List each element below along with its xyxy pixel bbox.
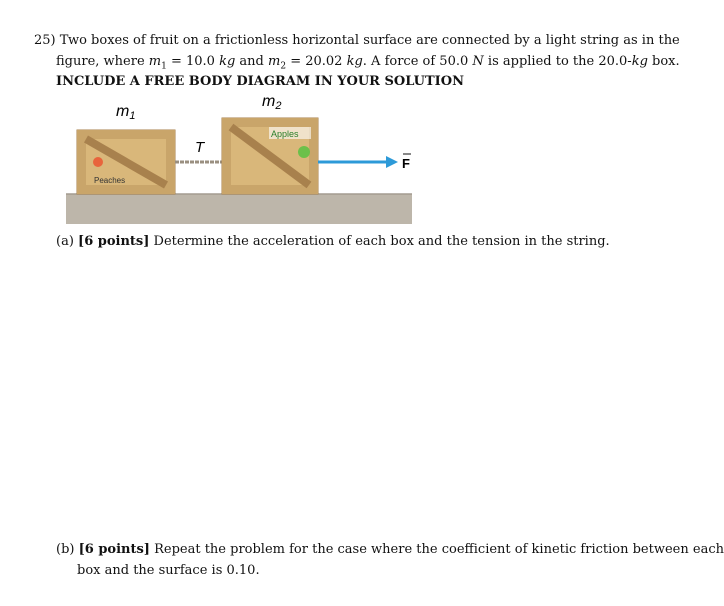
force-label: F: [402, 156, 410, 171]
instruction: INCLUDE A FREE BODY DIAGRAM IN YOUR SOLUTION: [56, 74, 464, 89]
part-b-line-2: box and the surface is 0.10.: [77, 563, 260, 578]
part-b-points: [6 points]: [78, 542, 150, 557]
peach-icon: [93, 157, 103, 167]
figure-svg: [64, 94, 414, 224]
part-b-line-1: (b) [6 points] Repeat the problem for the case where the coefficient of kinetic friction between each: [56, 542, 724, 557]
apples-label: Apples: [271, 129, 299, 139]
ground-surface: [66, 194, 412, 224]
peaches-label: Peaches: [94, 176, 126, 185]
problem-line-1: 25) Two boxes of fruit on a frictionless horizontal surface are connected by a light string as in the: [34, 33, 680, 48]
problem-line-2: figure, where $m_1 = 10.0$ kg and $m_2 = 20.02$ kg. A force of 50.0 N is applied to the 20.0-kg box.: [56, 54, 680, 72]
part-a-points: [6 points]: [78, 234, 150, 249]
boxes-figure: [64, 94, 414, 224]
part-a: (a) [6 points] Determine the acceleration of each box and the tension in the string.: [56, 234, 610, 249]
peaches-box: [77, 130, 175, 194]
m1-label: m1: [116, 103, 136, 122]
m2-label: m2: [262, 93, 282, 112]
problem-number: 25): [34, 33, 56, 48]
apples-box: [222, 118, 318, 194]
apple-icon: [298, 146, 310, 158]
m2-symbol: m: [268, 54, 281, 69]
m1-symbol: m: [148, 54, 162, 69]
force-arrow-head: [386, 156, 398, 168]
tension-label: T: [195, 139, 205, 156]
